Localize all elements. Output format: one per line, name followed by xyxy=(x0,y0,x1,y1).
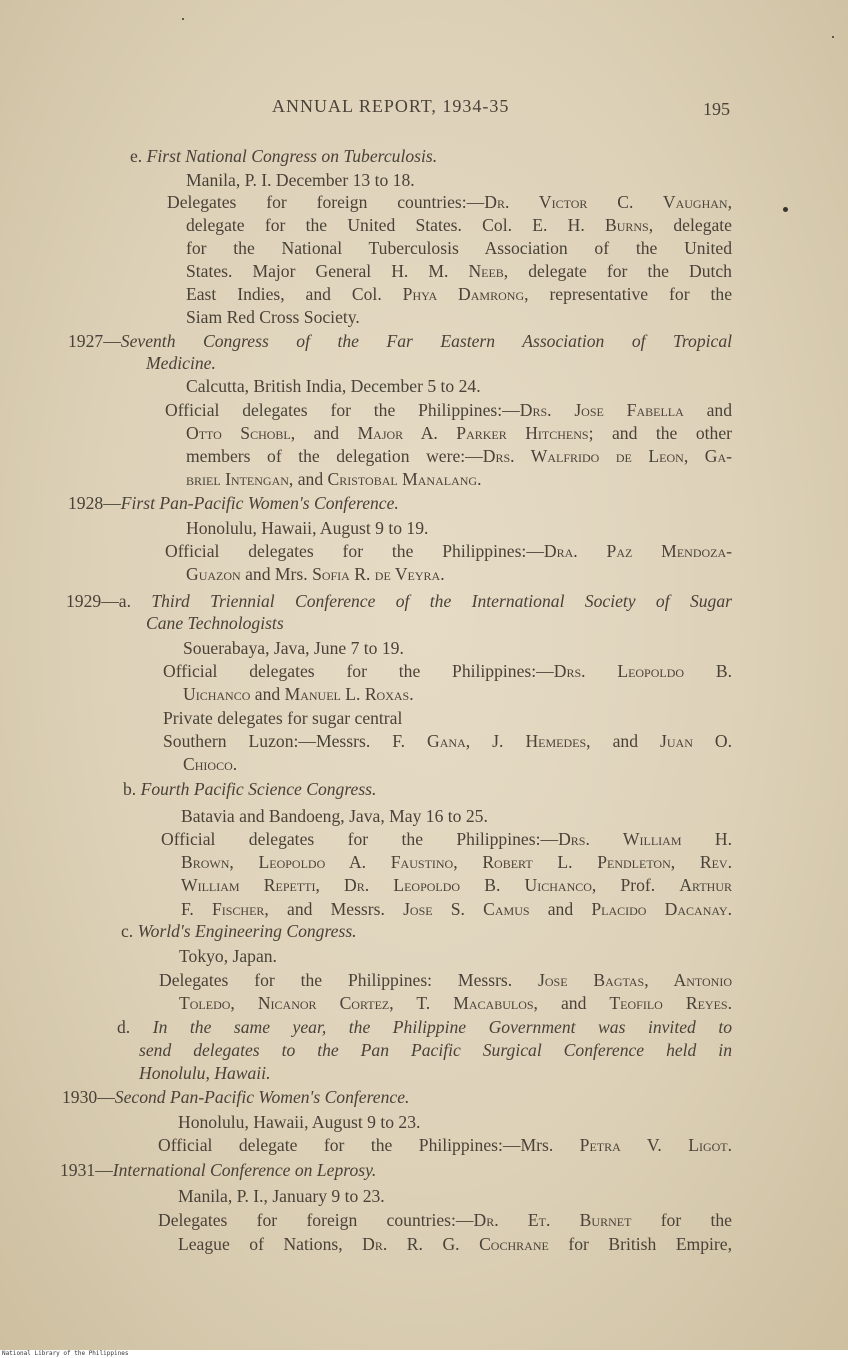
text-segment: and xyxy=(529,899,592,919)
text-segment: Private delegates for sugar central xyxy=(163,708,403,728)
text-line-y1929b-place xyxy=(181,806,488,826)
text-line-y1927-del-3 xyxy=(186,446,732,466)
text-segment: Dr. Et. Burnet xyxy=(473,1210,632,1230)
text-segment: Dr. Victor C. Vaughan, xyxy=(484,192,732,212)
text-segment: 1927— xyxy=(68,331,121,351)
text-segment: Medicine. xyxy=(146,353,216,373)
text-line-y1930-title xyxy=(62,1087,409,1107)
text-segment: Jose S. Camus xyxy=(403,899,530,919)
text-line-y1928-del-1 xyxy=(165,541,732,561)
text-segment: Official delegates for the Philippines:— xyxy=(165,541,544,561)
text-segment: delegate for the United States. Col. E. H. xyxy=(186,215,605,235)
text-segment: Third Triennial Conference of the International Society of Sugar xyxy=(151,591,732,611)
text-segment: Macabulos, xyxy=(453,993,538,1013)
text-segment: Drs. Leopoldo B. xyxy=(553,661,732,681)
text-segment: Fourth Pacific Science Congress. xyxy=(140,779,377,799)
text-segment: Chioco. xyxy=(183,754,238,774)
text-segment: briel Intengan, xyxy=(186,469,294,489)
text-segment: and xyxy=(683,400,732,420)
text-segment: and xyxy=(293,469,328,489)
text-segment: Delegates for foreign countries:— xyxy=(158,1210,474,1230)
text-segment: World's Engineering Congress. xyxy=(137,921,357,941)
text-segment: Delegates for the Philippines: Messrs. xyxy=(159,970,539,990)
text-segment: Official delegate for the Philippines:—Mrs. xyxy=(158,1135,580,1155)
text-segment: J. xyxy=(470,731,526,751)
text-segment: Manila, P. I., January 9 to 23. xyxy=(178,1186,385,1206)
text-line-y1931-place xyxy=(178,1186,385,1206)
text-segment: for the xyxy=(631,1210,732,1230)
text-segment: Jose Bagtas, Antonio xyxy=(538,970,732,990)
text-segment: Arthur xyxy=(679,875,732,895)
text-segment: and Mrs. xyxy=(240,564,313,584)
text-line-y1931-del-1 xyxy=(158,1210,732,1230)
text-segment: e. xyxy=(130,146,147,166)
text-segment: Cane Technologists xyxy=(146,613,284,633)
text-line-e-delegates-5 xyxy=(186,284,732,304)
text-segment: b. xyxy=(123,779,141,799)
text-line-y1929c-place xyxy=(179,946,277,966)
text-segment: 1929—a. xyxy=(66,591,152,611)
text-segment: members of the delegation were:— xyxy=(186,446,483,466)
text-segment: Delegates for foreign countries:— xyxy=(167,192,485,212)
text-segment: Honolulu, Hawaii, August 9 to 23. xyxy=(178,1112,421,1132)
text-line-y1929a-priv-1 xyxy=(163,708,402,728)
text-segment: Phya Damrong, xyxy=(402,284,529,304)
text-segment: Neeb, xyxy=(468,261,509,281)
text-segment: Southern Luzon:—Messrs. F. xyxy=(163,731,428,751)
text-segment: Burns, xyxy=(604,215,654,235)
text-segment: Cristobal Manalang. xyxy=(327,469,482,489)
text-segment: First National Congress on Tuberculosis. xyxy=(146,146,438,166)
text-line-y1929a-del-2 xyxy=(183,684,414,704)
text-segment: Dr. R. G. Cochrane xyxy=(362,1234,549,1254)
text-line-y1928-title xyxy=(68,493,399,513)
ink-speck xyxy=(182,18,184,20)
text-line-y1927-del-2 xyxy=(186,423,732,443)
text-segment: Seventh Congress of the Far Eastern Association of Tropical xyxy=(120,331,732,351)
text-line-e-title xyxy=(130,146,437,166)
text-segment: Placido Dacanay. xyxy=(591,899,732,919)
text-line-y1929d-3 xyxy=(139,1063,270,1083)
text-segment: International Conference on Leprosy. xyxy=(112,1160,377,1180)
text-line-y1929b-del-3 xyxy=(181,875,732,895)
text-segment: Siam Red Cross Society. xyxy=(186,307,360,327)
text-segment: Batavia and Bandoeng, Java, May 16 to 25. xyxy=(181,806,488,826)
text-segment: Second Pan-Pacific Women's Conference. xyxy=(114,1087,410,1107)
running-head: ANNUAL REPORT, 1934-35 xyxy=(272,96,510,116)
text-line-y1929c-del-2 xyxy=(179,993,732,1013)
text-line-y1927-title-2 xyxy=(146,353,216,373)
text-line-y1929b-title xyxy=(123,779,376,799)
text-segment: and xyxy=(537,993,610,1013)
text-line-y1928-del-2 xyxy=(186,564,445,584)
text-line-y1929a-place xyxy=(183,638,404,658)
text-segment: Prof. xyxy=(596,875,680,895)
text-segment: and xyxy=(250,684,285,704)
text-segment: and the other xyxy=(593,423,732,443)
text-segment: and xyxy=(295,423,358,443)
text-segment: and xyxy=(590,731,661,751)
text-line-y1929a-title xyxy=(66,591,732,611)
text-line-y1927-del-4 xyxy=(186,469,481,489)
text-line-y1931-del-2 xyxy=(178,1234,732,1254)
text-line-y1929c-del-1 xyxy=(159,970,732,990)
text-segment: Drs. Jose Fabella xyxy=(519,400,684,420)
ink-speck xyxy=(832,36,834,38)
text-segment: Hemedes, xyxy=(525,731,591,751)
text-segment: for the National Tuberculosis Association of the United xyxy=(186,238,732,258)
text-line-e-place xyxy=(186,170,415,190)
text-line-y1929d-1 xyxy=(117,1017,732,1037)
text-line-e-delegates-6 xyxy=(186,307,360,327)
text-segment: Brown, Leopoldo A. Faustino, Robert L. Pendleton, Rev. xyxy=(181,852,732,872)
text-segment: T. xyxy=(393,993,454,1013)
text-segment: Honolulu, Hawaii. xyxy=(139,1063,271,1083)
text-segment: and Messrs. xyxy=(268,899,404,919)
library-footer: National Library of the Philippines xyxy=(0,1350,848,1358)
text-line-y1927-del-1 xyxy=(165,400,732,420)
text-line-y1929a-priv-2 xyxy=(163,731,732,751)
text-segment: delegate xyxy=(653,215,732,235)
text-segment: Official delegates for the Philippines:— xyxy=(163,661,554,681)
text-segment: William Repetti, Dr. Leopoldo B. Uichanco, xyxy=(181,875,597,895)
text-segment: Teofilo Reyes. xyxy=(609,993,732,1013)
text-line-y1929c-title xyxy=(121,921,357,941)
text-line-y1929d-2 xyxy=(139,1040,732,1060)
ink-speck xyxy=(783,207,788,212)
text-segment: Official delegates for the Philippines:— xyxy=(165,400,520,420)
text-segment: States. Major General H. M. xyxy=(186,261,469,281)
text-segment: Juan O. xyxy=(660,731,732,751)
text-segment: Manila, P. I. December 13 to 18. xyxy=(186,170,415,190)
text-segment: for British Empire, xyxy=(548,1234,732,1254)
text-line-e-delegates-2 xyxy=(186,215,732,235)
text-line-y1927-place xyxy=(186,376,481,396)
text-line-y1928-place xyxy=(186,518,428,538)
text-segment: Manuel L. Roxas. xyxy=(284,684,414,704)
text-line-y1929a-del-1 xyxy=(163,661,732,681)
text-line-y1929b-del-1 xyxy=(161,829,732,849)
text-segment: Uichanco xyxy=(183,684,251,704)
text-segment: Souerabaya, Java, June 7 to 19. xyxy=(183,638,404,658)
text-segment: send delegates to the Pan Pacific Surgical Conference held in xyxy=(139,1040,732,1060)
text-segment: Sofia R. de Veyra. xyxy=(312,564,445,584)
text-segment: Otto Schobl, xyxy=(186,423,296,443)
text-segment: Tokyo, Japan. xyxy=(179,946,277,966)
text-segment: F. Fischer, xyxy=(181,899,269,919)
text-line-y1930-place xyxy=(178,1112,420,1132)
text-segment: In the same year, the Philippine Government was invited to xyxy=(152,1017,733,1037)
text-segment: Toledo, Nicanor Cortez, xyxy=(179,993,394,1013)
text-segment: Honolulu, Hawaii, August 9 to 19. xyxy=(186,518,429,538)
text-segment: East Indies, and Col. xyxy=(186,284,403,304)
text-segment: c. xyxy=(121,921,138,941)
text-line-e-delegates-4 xyxy=(186,261,732,281)
text-line-y1929a-priv-3 xyxy=(183,754,237,774)
text-line-e-delegates-3 xyxy=(186,238,732,258)
text-segment: Petra V. Ligot. xyxy=(579,1135,733,1155)
text-segment: Major A. Parker Hitchens; xyxy=(357,423,594,443)
text-line-y1931-title xyxy=(60,1160,376,1180)
text-segment: Dra. Paz Mendoza- xyxy=(543,541,733,561)
text-segment: Drs. William H. xyxy=(558,829,732,849)
text-line-y1929b-del-4 xyxy=(181,899,732,919)
text-segment: delegate for the Dutch xyxy=(508,261,732,281)
text-segment: Guazon xyxy=(186,564,241,584)
text-segment: representative for the xyxy=(528,284,733,304)
text-line-e-delegates-1 xyxy=(167,192,732,212)
text-segment: Official delegates for the Philippines:— xyxy=(161,829,559,849)
text-line-y1929b-del-2 xyxy=(181,852,732,872)
text-segment: Gana, xyxy=(427,731,471,751)
text-segment: 1928— xyxy=(68,493,121,513)
text-line-y1929a-title-2 xyxy=(146,613,284,633)
text-segment: First Pan-Pacific Women's Conference. xyxy=(120,493,399,513)
text-segment: 1931— xyxy=(60,1160,113,1180)
text-segment: 1930— xyxy=(62,1087,115,1107)
page-number: 195 xyxy=(703,99,730,119)
text-segment: d. xyxy=(117,1017,153,1037)
text-segment: Drs. Walfrido de Leon, Ga- xyxy=(482,446,732,466)
text-line-y1930-del xyxy=(158,1135,732,1155)
text-line-y1927-title xyxy=(68,331,732,351)
text-segment: League of Nations, xyxy=(178,1234,363,1254)
text-segment: Calcutta, British India, December 5 to 24. xyxy=(186,376,481,396)
